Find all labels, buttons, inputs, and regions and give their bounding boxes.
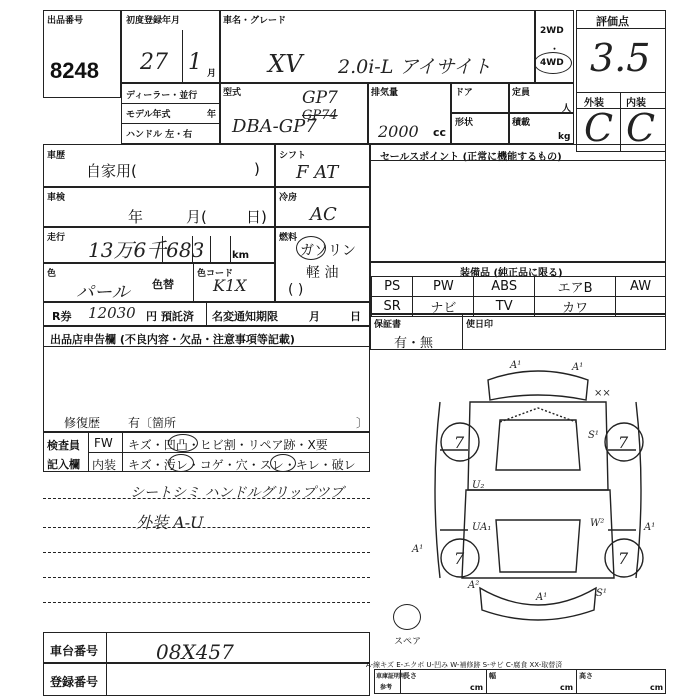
equipment-item: ABS [474,277,535,297]
tire-rl-value: 7 [454,549,465,568]
recycle-label: R券 [52,310,72,323]
mileage-unit: km [232,250,250,261]
length-label: 長さ [403,672,417,680]
inspection-box [43,186,275,228]
spare-circle [393,604,421,630]
history-box [43,144,275,188]
inspector-label-1: 検査員 [47,439,80,452]
drive-4wd: 4WD [540,58,564,68]
model-year-unit: 年 [207,110,217,120]
shift-label: シフト [279,151,307,161]
fuel-diesel: 軽 油 [306,265,339,281]
spare-label: スペア [394,637,422,647]
shape-label: 形状 [455,118,474,128]
score-value: 3.5 [590,36,651,80]
first-reg-year: 27 [140,50,168,75]
first-reg-label: 初度登録年月 [126,16,181,26]
first-reg-month: 1 [188,50,202,75]
car-name: XV [268,50,303,78]
equipment-item: SR [372,297,413,317]
equipment-item: エアB [535,277,616,297]
int-stain-circle [168,454,194,472]
displacement-unit: cc [433,126,447,139]
history-value: 自家用( [86,162,137,180]
score-ext-label: 外装 [584,98,604,109]
load-label: 積載 [512,118,531,128]
damage-mark: U₂ [472,480,485,491]
type-value: DBA-GP7 [232,116,317,137]
displacement-value: 2000 [378,122,419,141]
warranty-value: 有・無 [394,336,434,351]
damage-mark: W² [590,518,605,529]
damage-mark: S¹ [596,588,607,599]
color-code: K1X [213,276,247,295]
damage-mark: S¹ [588,430,599,441]
inspection-year: 年 [128,208,144,226]
car-diagram [410,360,666,650]
capacity-unit: 人 [562,104,572,114]
equipment-item: AW [616,277,666,297]
notes-line-2: 外装 A-U [136,513,204,532]
inspection-day: 日) [246,208,267,226]
drive-dot: ・ [550,45,560,55]
damage-mark: A² [468,580,480,591]
equipment-label: 装備品 (純正品に限る) [460,268,563,279]
history-close: ) [254,160,260,178]
drive-4wd-circle [534,52,572,74]
damage-legend: A-線キズ E-エクボ U-凹み W-補修跡 S-サビ C-腐食 XX-取替済 [366,661,563,669]
fw-dent-circle [168,434,198,452]
type-struck: GP7 [302,88,338,108]
tire-fl-value: 7 [454,433,465,452]
mileage-label: 走行 [47,233,66,243]
damage-mark: A¹ [510,360,522,371]
damage-mark: ×× [594,388,611,399]
warranty-date-label: 使日印 [466,320,494,330]
score-label: 評価点 [596,15,629,28]
height-unit: cm [650,683,664,692]
chassis-label: 車台番号 [50,644,99,658]
capacity-label: 定員 [512,88,531,98]
car-grade: 2.0i-L アイサイト [338,56,492,78]
color-code-label: 色コード [197,269,234,279]
first-reg-unit: 月 [207,69,217,79]
height-label: 高さ [579,672,593,680]
equipment-row-1 [372,277,666,297]
int-label: 内装 [92,458,117,472]
damage-mark: A¹ [644,522,656,533]
color-change: 色替 [152,278,174,291]
door-label: ドア [455,88,473,98]
registration-label: 登録番号 [50,675,99,689]
damage-mark: UA₁ [472,522,492,533]
lot-label: 出品番号 [47,16,84,26]
score-int-label: 内装 [626,98,646,109]
ac-value: AC [310,204,337,225]
notes-line-1: シートシミ ハンドルグリップツブ [130,485,344,501]
tire-fr-value: 7 [618,433,629,452]
repair-label: 修復歴 [64,416,101,430]
damage-mark: A¹ [412,544,424,555]
fuel-paren: ( ) [288,282,304,298]
width-unit: cm [560,683,574,692]
name-change-label: 名変通知期限 [212,310,278,323]
type-label: 型式 [223,88,242,98]
garage-proof: 車庫証明用 [376,673,407,680]
equipment-item: TV [474,297,535,317]
name-change-month: 月 [309,310,320,323]
tire-rr-value: 7 [618,549,629,568]
garage-ref: 参考 [380,684,393,691]
equipment-item: カワ [535,297,616,317]
mileage-value: 13万6千683 [88,238,205,262]
width-label: 幅 [489,672,496,680]
displacement-label: 排気量 [371,88,399,98]
repair-value: 有〔箇所 [128,416,177,430]
warranty-label: 保証書 [374,320,402,330]
dealer-label: ディーラー・並行 [126,91,198,101]
damage-mark: A¹ [572,362,584,373]
ac-label: 冷房 [279,193,298,203]
type-crossed: GP74 [302,108,338,123]
color-label: 色 [47,269,57,279]
damage-mark: A¹ [536,592,548,603]
shift-value: F AT [296,162,339,183]
sales-point-label: セールスポイント (正常に機能するもの) [380,152,562,163]
inspector-label-2: 記入欄 [47,458,80,471]
color-value: パール [76,282,130,303]
int-items: キズ・汚レ・コゲ・穴・スレ・キレ・破レ [128,458,356,472]
handle-label: ハンドル 左・右 [126,130,193,140]
inspection-month: 月( [186,208,207,226]
recycle-unit: 円 預託済 [146,310,194,323]
equipment-item: PS [372,277,413,297]
equipment-item: ナビ [413,297,474,317]
drive-2wd: 2WD [540,26,564,36]
fuel-gas: ガソリン [300,243,356,259]
length-unit: cm [470,683,484,692]
equipment-item: PW [413,277,474,297]
lot-number: 8248 [50,58,99,83]
repair-bracket-end: 〕 [356,416,369,430]
fuel-label: 燃料 [279,233,298,243]
score-int: C [626,106,656,150]
chassis-value: 08X457 [156,640,234,664]
declaration-label: 出品店申告欄 (不良内容・欠品・注意事項等記載) [50,333,295,346]
recycle-value: 12030 [88,304,136,322]
fw-label: FW [94,436,113,450]
inspection-label: 車検 [47,193,66,203]
load-unit: kg [558,132,571,142]
fuel-gas-circle [296,236,326,260]
model-year-label: モデル年式 [126,110,171,120]
name-change-day: 日 [350,310,361,323]
score-ext: C [584,106,614,150]
int-wear-circle [270,454,296,472]
history-label: 車歴 [47,151,66,161]
name-grade-label: 車名・グレード [223,16,287,26]
equipment-grid [371,276,666,317]
dimension-box [374,669,666,694]
fw-items: キズ・凹凸・ヒビ割・リペア跡・X要 [128,438,328,452]
